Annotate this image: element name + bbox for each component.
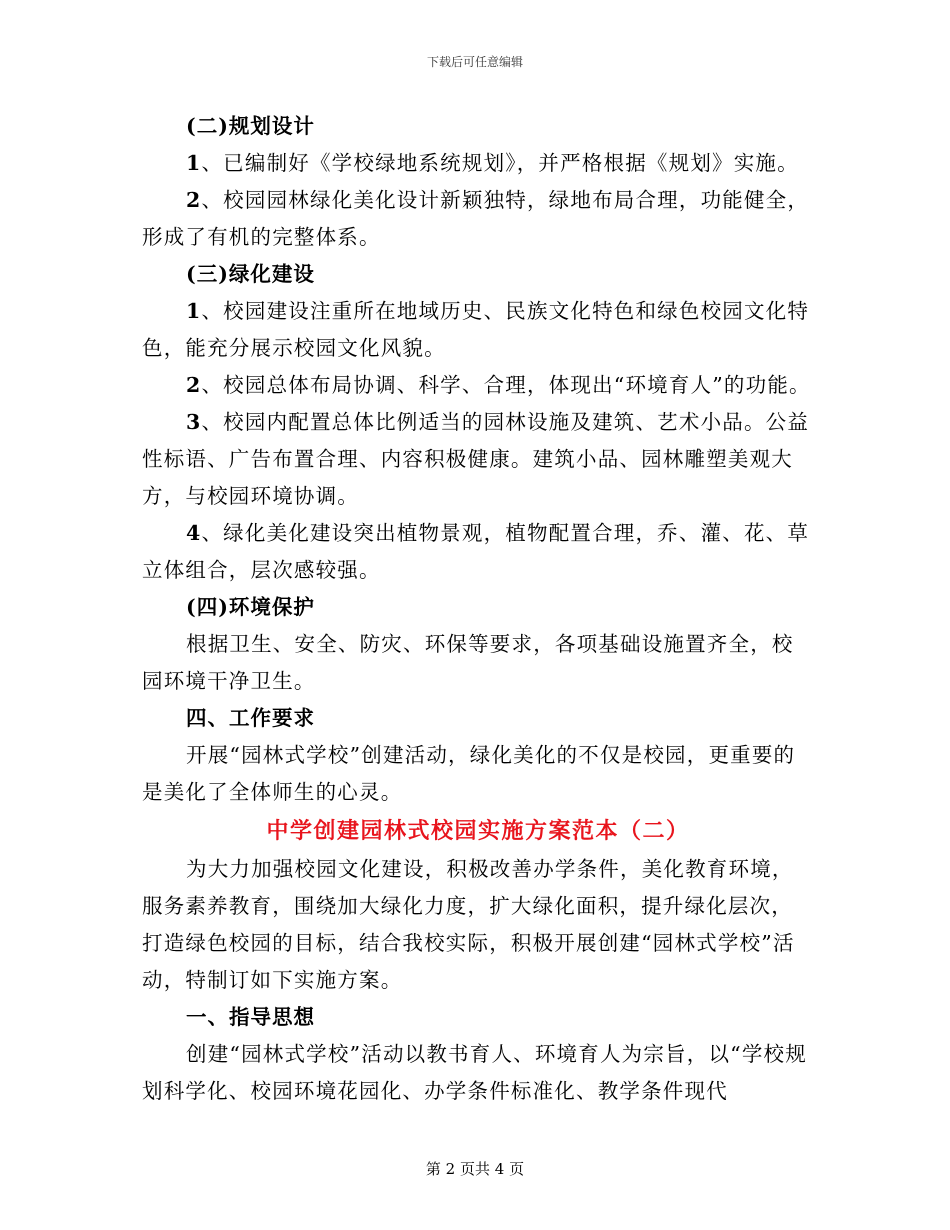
list-item: 3、校园内配置总体比例适当的园林设施及建筑、艺术小品。公益性标语、广告布置合理、内容积极健康。建筑小品、园林雕塑美观大方，与校园环境协调。	[142, 410, 810, 508]
paragraph: 为大力加强校园文化建设，积极改善办学条件，美化教育环境，服务素养教育，围绕加大绿化力度，扩大绿化面积，提升绿化层次，打造绿色校园的目标，结合我校实际，积极开展创建“园林式学校”活动，特制订如下实施方案。	[142, 857, 795, 992]
page-footer: 第 2 页共 4 页	[425, 1160, 525, 1178]
list-item: 4、绿化美化建设突出植物景观，植物配置合理，乔、灌、花、草立体组合，层次感较强。	[142, 521, 810, 582]
section-heading-environment: (四)环境保护	[186, 595, 315, 619]
paragraph: 创建“园林式学校”活动以教书育人、环境育人为宗旨，以“学校规划科学化、校园环境花园化、办学条件标准化、教学条件现代	[142, 1042, 807, 1103]
document-body	[142, 108, 814, 1110]
list-item: 1、已编制好《学校绿地系统规划》，并严格根据《规划》实施。	[186, 151, 799, 175]
section-heading-requirements: 四、工作要求	[186, 706, 315, 730]
header-note: 下载后可任意编辑	[426, 55, 523, 69]
document-title: 中学创建园林式校园实施方案范本（二）	[266, 818, 690, 844]
list-item: 2、校园园林绿化美化设计新颖独特，绿地布局合理，功能健全，形成了有机的完整体系。	[142, 188, 810, 249]
section-heading-planning: (二)规划设计	[186, 114, 315, 138]
list-item: 1、校园建设注重所在地域历史、民族文化特色和绿色校园文化特色，能充分展示校园文化风貌。	[142, 299, 810, 360]
paragraph: 开展“园林式学校”创建活动，绿化美化的不仅是校园，更重要的是美化了全体师生的心灵。	[142, 743, 796, 804]
section-heading-guiding-ideology: 一、指导思想	[186, 1005, 315, 1029]
list-item: 2、校园总体布局协调、科学、合理，体现出“环境育人”的功能。	[186, 373, 811, 397]
section-heading-greening: (三)绿化建设	[186, 262, 315, 286]
paragraph: 根据卫生、安全、防灾、环保等要求，各项基础设施置齐全，校园环境干净卫生。	[142, 632, 794, 693]
